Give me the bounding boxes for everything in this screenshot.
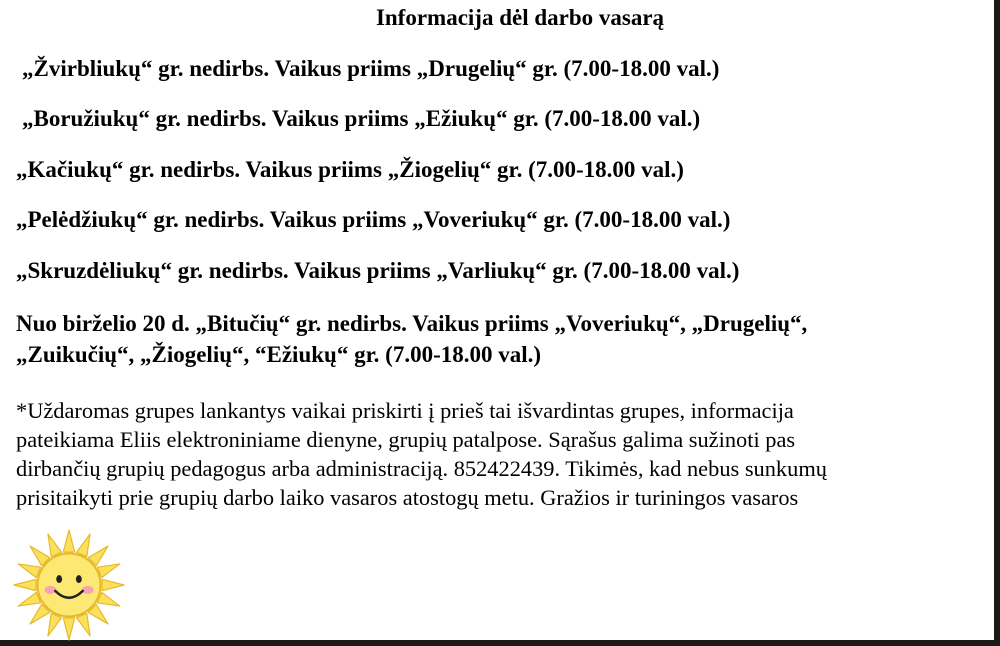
note-line-4: prisitaikyti prie grupių darbo laiko vasaros atostogų metu. Gražios ir turiningos vasaros [16, 485, 799, 510]
group-line-7: „Zuikučių“, „Žiogelių“, “Ežiukų“ gr. (7.00-18.00 val.) [16, 342, 542, 367]
sun-ray [18, 592, 41, 606]
group-line-6: Nuo birželio 20 d. „Bitučių“ gr. nedirbs. Vaikus priims „Voveriukų“, „Drugelių“, [16, 311, 808, 336]
sun-left-cheek [44, 586, 56, 594]
group-line-2: „Boružiukų“ gr. nedirbs. Vaikus priims „Ežiukų“ gr. (7.00-18.00 val.) [22, 106, 701, 131]
sun-ray [102, 579, 124, 590]
sun-left-eye [56, 575, 62, 583]
note-line-1: *Uždaromas grupes lankantys vaikai priskirti į prieš tai išvardintas grupes, informacija [16, 398, 794, 423]
sun-ray [63, 618, 74, 640]
sun-ray [76, 534, 90, 557]
group-line-1: „Žvirbliukų“ gr. nedirbs. Vaikus priims „Drugelių“ gr. (7.00-18.00 val.) [22, 56, 720, 81]
sun-ray [97, 592, 120, 606]
group-line-5: „Skruzdėliukų“ gr. nedirbs. Vaikus priims „Varliukų“ gr. (7.00-18.00 val.) [16, 258, 740, 283]
sun-ray [76, 613, 90, 636]
sun-right-cheek [82, 586, 94, 594]
page-title: Informacija dėl darbo vasarą [375, 5, 665, 30]
sun-right-eye [76, 575, 82, 583]
group-line-4: „Pelėdžiukų“ gr. nedirbs. Vaikus priims „Voveriukų“ gr. (7.00-18.00 val.) [16, 207, 731, 232]
sun-icon [10, 526, 128, 644]
note-paragraph [16, 396, 996, 512]
note-line-2: pateikiama Eliis elektroniniame dienyne, grupių patalpose. Sąrašus galima sužinoti pas [16, 427, 796, 452]
sun-ray [18, 564, 41, 578]
note-line-3: dirbančių grupių pedagogus arba administraciją. 852422439. Tikimės, kad nebus sunkumų [16, 456, 827, 481]
sun-ray [63, 530, 74, 552]
sun-ray [14, 579, 36, 590]
sun-face [38, 554, 101, 617]
sun-ray [48, 534, 62, 557]
sun-ray [48, 613, 62, 636]
sun-ray [97, 564, 120, 578]
group-line-3: „Kačiukų“ gr. nedirbs. Vaikus priims „Žiogelių“ gr. (7.00-18.00 val.) [16, 157, 684, 182]
